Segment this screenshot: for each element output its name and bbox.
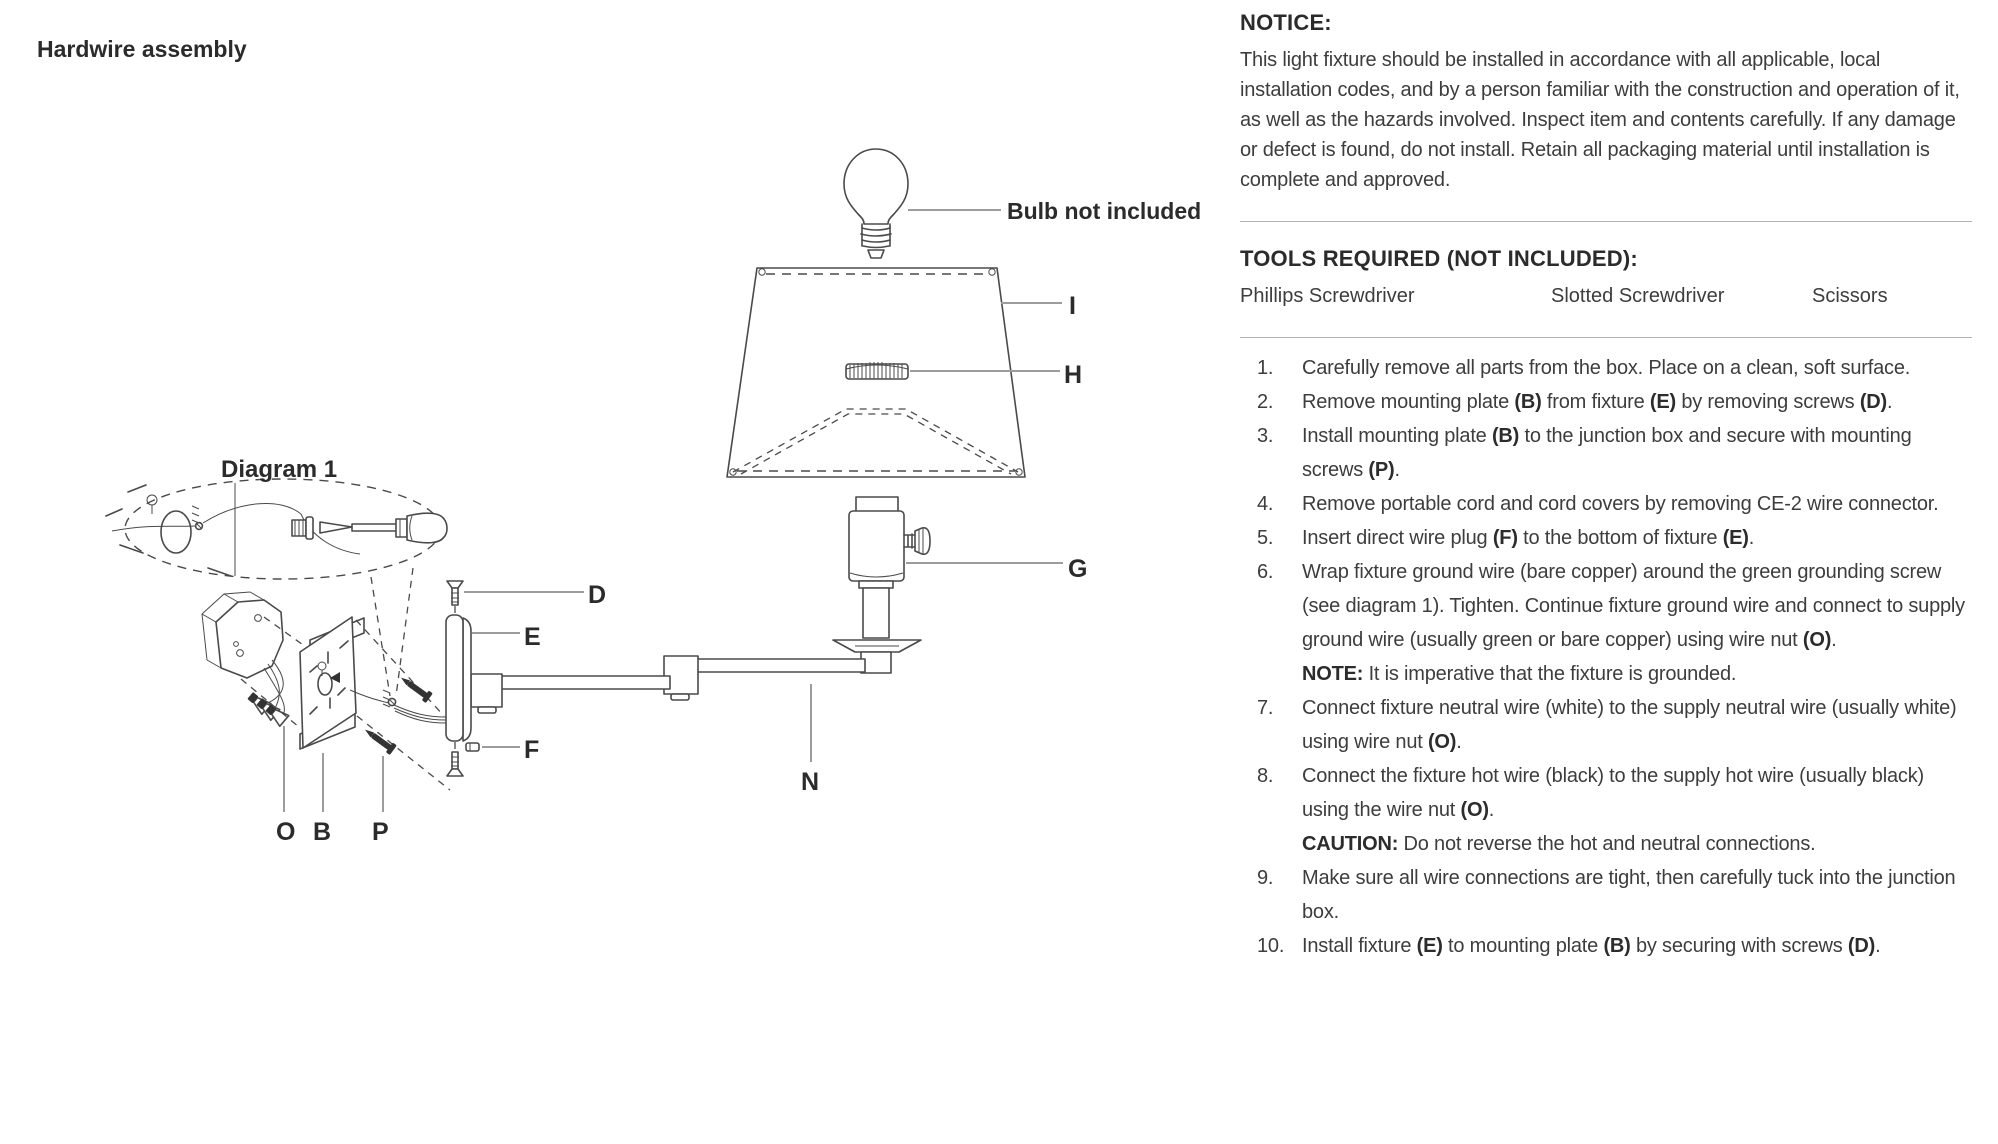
part-label-i: I (1069, 292, 1076, 320)
step-number: 1. (1257, 357, 1274, 379)
step-number: 7. (1257, 697, 1274, 719)
part-label-o: O (276, 818, 296, 846)
junction-box-drawing (202, 592, 283, 678)
bulb-drawing (844, 149, 908, 258)
screw-p-lower (361, 725, 396, 755)
tools-heading: TOOLS REQUIRED (NOT INCLUDED): (1240, 246, 1638, 271)
part-label-p: P (372, 818, 389, 846)
step-number: 6. (1257, 561, 1274, 583)
step-item (1240, 385, 1972, 419)
part-label-h: H (1064, 361, 1083, 389)
swing-arm-drawing (471, 656, 865, 713)
steps-list (1240, 351, 1972, 963)
part-label-n: N (801, 768, 820, 796)
page-title: Hardwire assembly (37, 36, 247, 62)
step-item (1240, 759, 1972, 861)
part-label-d: D (588, 581, 607, 609)
step-number: 9. (1257, 867, 1274, 889)
step-text: Remove portable cord and cord covers by removing CE-2 wire connector. (1302, 493, 1939, 515)
step-text: Install mounting plate (B) to the junction box and secure with mounting screws (P). (1302, 425, 1912, 481)
divider (1240, 221, 1972, 222)
step-item (1240, 555, 1972, 691)
step-item (1240, 861, 1972, 929)
part-label-f: F (524, 736, 540, 764)
step-text: Insert direct wire plug (F) to the bottom of fixture (E). (1302, 527, 1755, 549)
step-text: Carefully remove all parts from the box. Place on a clean, soft surface. (1302, 357, 1911, 379)
step-number: 4. (1257, 493, 1274, 515)
part-label-g: G (1068, 555, 1088, 583)
step-text: Install fixture (E) to mounting plate (B) by securing with screws (D). (1302, 935, 1881, 957)
notice-body: This light fixture should be installed in accordance with all applicable, local installation codes, and by a person familiar with the construction and operation of it, as well as the hazards involved. Inspect item and contents carefully. If any damage or defect is found, do not install. Retain all packaging material until installation is complete and approved. (1240, 49, 1960, 191)
socket-drawing (833, 497, 930, 673)
step-item (1240, 351, 1972, 385)
step-item (1240, 487, 1972, 521)
step-number: 3. (1257, 425, 1274, 447)
diagram1-leader-left (371, 577, 390, 696)
notice-heading: NOTICE: (1240, 10, 1332, 35)
step-text: Connect the fixture hot wire (black) to the supply hot wire (usually black) using the wire nut (O). (1302, 765, 1924, 821)
divider (1240, 337, 1972, 338)
diagram1-leader-right (396, 568, 413, 696)
finial-drawing (846, 362, 908, 379)
step-number: 10. (1257, 935, 1285, 957)
step-text: Wrap fixture ground wire (bare copper) around the green grounding screw (see diagram 1). Tighten. Continue fixture ground wire and connect to supply ground wire (usually green or bare copper) using wire nut (O). (1302, 561, 1965, 651)
diagram1-detail (106, 479, 447, 579)
step-note: NOTE: It is imperative that the fixture is grounded. (1302, 663, 1737, 685)
tool-item: Slotted Screwdriver (1551, 285, 1725, 307)
bulb-note-label: Bulb not included (1007, 198, 1202, 224)
step-number: 5. (1257, 527, 1274, 549)
mounting-plate-drawing (300, 617, 396, 749)
instructions-column (1240, 10, 1972, 963)
tool-item: Scissors (1812, 285, 1888, 307)
wire-bundle-drawing (394, 705, 446, 723)
tools-list (1240, 285, 1972, 311)
part-label-b: B (313, 818, 332, 846)
step-text: Connect fixture neutral wire (white) to the supply neutral wire (usually white) using wire nut (O). (1302, 697, 1957, 753)
part-label-e: E (524, 623, 541, 651)
diagram1-caption: Diagram 1 (221, 456, 338, 483)
step-note: CAUTION: Do not reverse the hot and neutral connections. (1302, 833, 1816, 855)
step-item (1240, 419, 1972, 487)
step-item (1240, 929, 1972, 963)
tool-item: Phillips Screwdriver (1240, 285, 1415, 307)
step-text: Remove mounting plate (B) from fixture (E) by removing screws (D). (1302, 391, 1893, 413)
screw-p-upper (397, 673, 432, 703)
step-number: 2. (1257, 391, 1274, 413)
step-item (1240, 691, 1972, 759)
step-item (1240, 521, 1972, 555)
step-number: 8. (1257, 765, 1274, 787)
step-text: Make sure all wire connections are tight, then carefully tuck into the junction box. (1302, 867, 1956, 923)
